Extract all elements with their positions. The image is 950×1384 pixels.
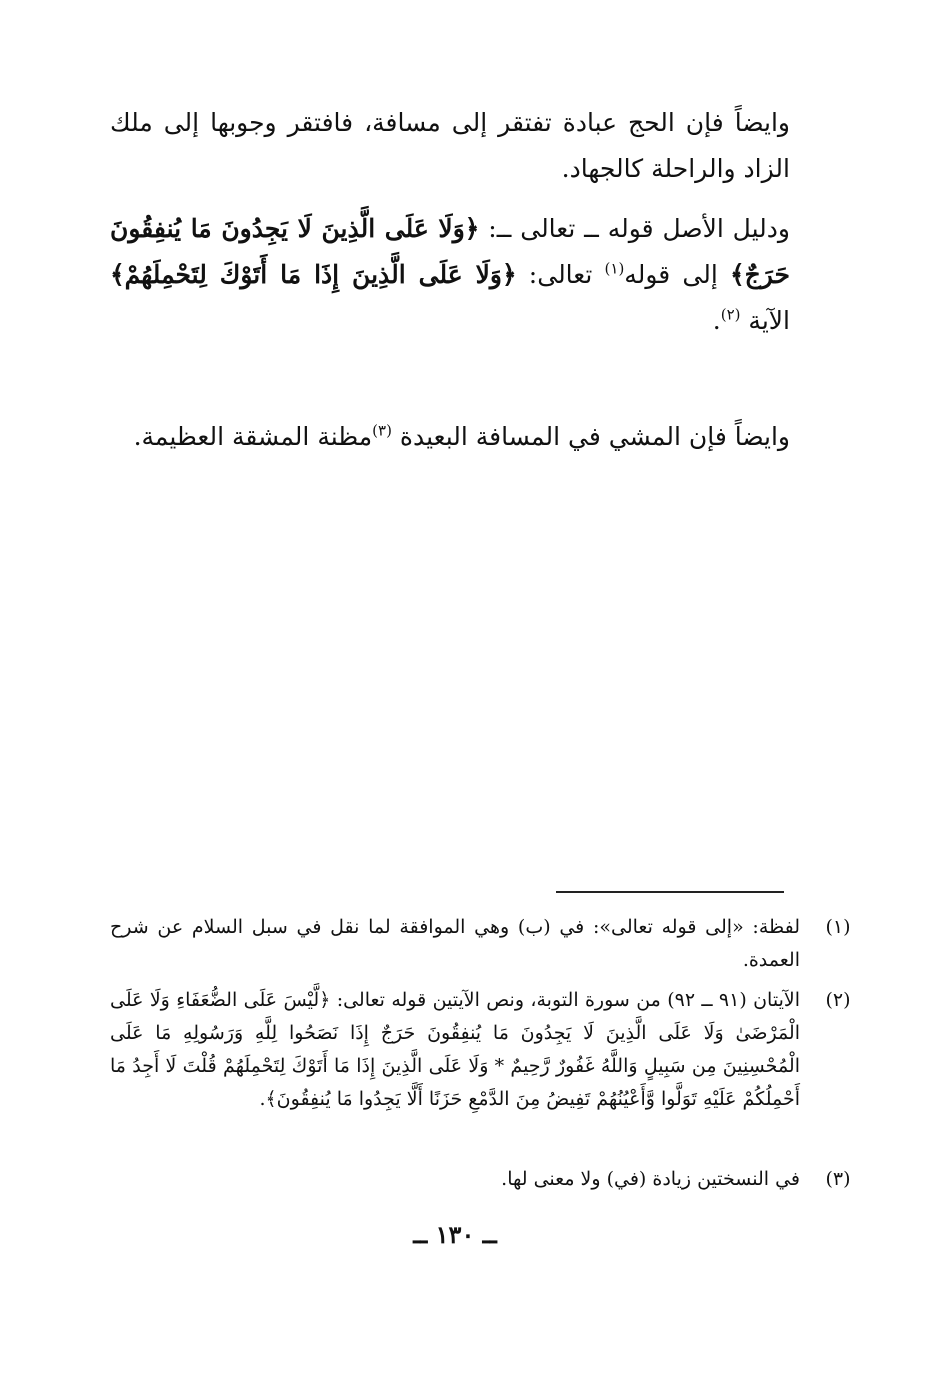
paragraph-2 <box>110 206 790 344</box>
footnote-separator <box>556 891 784 893</box>
paragraph-2-middle2: تعالى: <box>516 260 605 289</box>
paragraph-2-end: . <box>712 306 721 335</box>
footnote-ref-3: (٣) <box>372 421 392 440</box>
paragraph-2-intro: ودليل الأصل قوله ــ تعالى ــ: <box>479 214 790 243</box>
footnote-text: لفظة: «إلى قوله تعالى»: في (ب) وهي الموافقة لما نقل في سبل السلام عن شرح العمدة. <box>110 916 800 971</box>
footnote-3 <box>110 1163 851 1196</box>
paragraph-1 <box>110 100 790 192</box>
footnote-text: في النسختين زيادة (في) ولا معنى لها. <box>501 1168 800 1190</box>
footnote-ref-2: (٢) <box>720 305 741 324</box>
footnote-number: (٢) <box>825 989 851 1011</box>
footnote-1 <box>110 911 851 977</box>
paragraph-2-middle: إلى قوله <box>624 260 730 289</box>
page-number: ــ ١٣٠ ــ <box>413 1220 497 1249</box>
paragraph-2-ending: الآية <box>740 306 790 335</box>
paragraph-1-text: وايضاً فإن الحج عبادة تفتقر إلى مسافة، فافتقر وجوبها إلى ملك الزاد والراحلة كالجهاد. <box>110 108 790 183</box>
quran-verse-2: ﴿وَلَا عَلَى الَّذِينَ إِذَا مَا أَتَوْكَ لِتَحْمِلَهُمْ﴾ <box>110 260 517 289</box>
footnote-ref-1: (١) <box>604 259 625 278</box>
quran-verse-1: ﴿وَلَا عَلَى الَّذِينَ لَا يَجِدُونَ مَا يُنفِقُونَ حَرَجٌ﴾ <box>110 214 790 289</box>
paragraph-3-before: وايضاً فإن المشي في المسافة البعيدة <box>391 422 790 451</box>
paragraph-3-after: مظنة المشقة العظيمة. <box>133 422 373 451</box>
footnote-number: (٣) <box>825 1168 851 1190</box>
footnote-text: الآيتان (٩١ ــ ٩٢) من سورة التوبة، ونص الآيتين قوله تعالى: ﴿لَّيْسَ عَلَى الضُّعَفَاءِ وَلَا عَلَى الْمَرْضَىٰ وَلَا عَلَى الَّذِينَ لَا يَجِدُونَ مَا يُنفِقُونَ حَرَجٌ إِذَا نَصَحُوا لِلَّهِ وَرَسُولِهِ مَا عَلَى الْمُحْسِنِينَ مِن سَبِيلٍ وَاللَّهُ غَفُورٌ رَّحِيمٌ * وَلَا عَلَى الَّذِينَ إِذَا مَا أَتَوْكَ لِتَحْمِلَهُمْ قُلْتَ لَا أَجِدُ مَا أَحْمِلُكُمْ عَلَيْهِ تَوَلَّوا وَّأَعْيُنُهُمْ تَفِيضُ مِنَ الدَّمْعِ حَزَنًا أَلَّا يَجِدُوا مَا يُنفِقُونَ﴾. <box>110 989 800 1110</box>
footnote-2 <box>110 984 851 1116</box>
footnote-number: (١) <box>825 916 851 938</box>
paragraph-3 <box>110 414 790 460</box>
